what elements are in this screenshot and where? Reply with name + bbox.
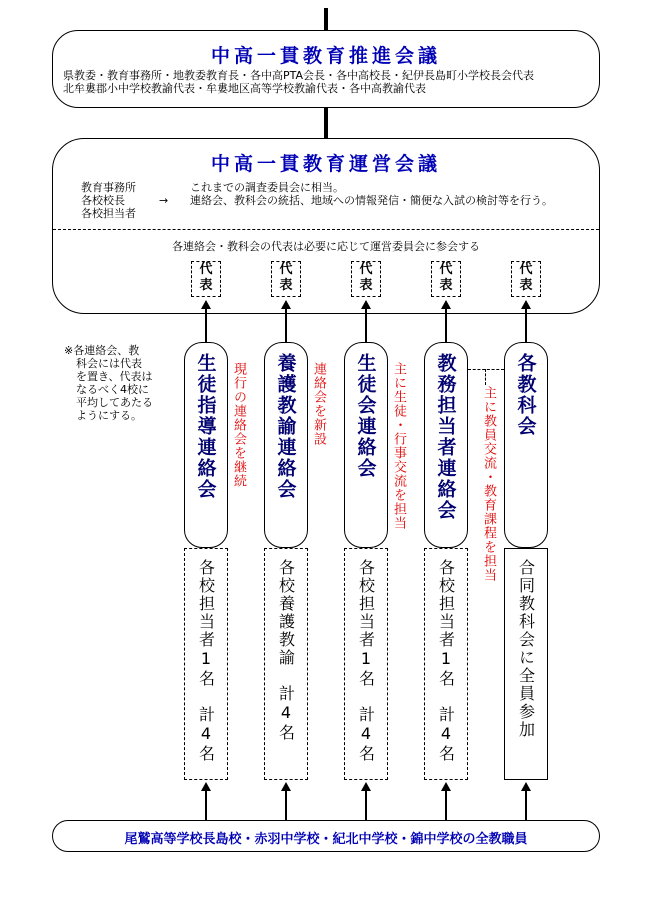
bottom-arrow-head-3 [361, 782, 371, 791]
promotion-members-line1: 県教委・教育事務所・地教委教育長・各中高PTA会長・各中高校長・紀伊長島町小学校長会代表 [63, 69, 535, 82]
all-staff-box [52, 820, 600, 852]
members-academic-affairs: 各校担当者1名 計4名 [424, 548, 468, 780]
promotion-members-line2: 北牟婁郡小中学校教諭代表・牟婁地区高等学校教諭代表・各中高教諭代表 [63, 82, 426, 95]
side-note: ※各連絡会、教 科会には代表 を置き、代表は なるべく4校に 平均してあたる ようにする。 [64, 344, 153, 422]
rep-arrow-line-2 [285, 306, 287, 342]
bottom-arrow-head-1 [201, 782, 211, 791]
rep-arrow-head-3 [361, 300, 371, 309]
rep-arrow-line-5 [525, 306, 527, 342]
management-member-2: 各校校長 [81, 194, 125, 207]
rep-arrow-head-2 [281, 300, 291, 309]
management-note: 各連絡会・教科会の代表は必要に応じて運営委員会に参会する [172, 240, 480, 253]
rep-arrow-head-1 [201, 300, 211, 309]
bottom-arrow-line-4 [445, 790, 447, 820]
council-student-guidance-label: 生徒指導連絡会 [194, 353, 217, 500]
council-academic-affairs [424, 342, 468, 548]
management-desc-2: 連絡会、教科会の統括、地域への情報発信・簡便な入試の検討等を行う。 [190, 194, 553, 207]
council-student-council-label: 生徒会連絡会 [354, 353, 377, 479]
top-connector-line [324, 8, 328, 32]
middle-connector-line [324, 108, 328, 138]
promotion-council-box [52, 30, 600, 108]
management-divider [53, 229, 599, 230]
council-note-student-council: 主に生徒・行事交流を担当 [391, 362, 406, 530]
rep-arrow-line-1 [205, 306, 207, 342]
council-student-guidance [184, 342, 228, 548]
rep-box-student-council: 代 表 [351, 261, 381, 297]
bottom-arrow-head-2 [281, 782, 291, 791]
council-student-council [344, 342, 388, 548]
rep-box-subject: 代 表 [511, 261, 541, 297]
members-yogo: 各校養護教諭 計4名 [264, 548, 308, 780]
academic-subject-dashed-drop [485, 369, 486, 385]
management-council-title: 中高一貫教育運営会議 [210, 153, 441, 175]
bottom-arrow-head-5 [521, 782, 531, 791]
rep-arrow-head-5 [521, 300, 531, 309]
all-staff-text: 尾鷲高等学校長島校・赤羽中学校・紀北中学校・錦中学校の全教職員 [124, 832, 528, 847]
council-note-academic-affairs: 主に教員交流・教育課程を担当 [481, 386, 496, 582]
bottom-arrow-line-5 [525, 790, 527, 820]
council-subjects-label: 各教科会 [514, 353, 537, 437]
bottom-arrow-line-1 [205, 790, 207, 820]
rep-arrow-head-4 [441, 300, 451, 309]
members-subjects: 合同教科会に全員参加 [504, 548, 548, 780]
council-yogo-teachers-label: 養護教諭連絡会 [274, 353, 297, 500]
promotion-council-title: 中高一貫教育推進会議 [210, 45, 441, 67]
academic-subject-dashed-link [468, 369, 504, 370]
council-note-yogo: 連絡会を新設 [311, 362, 326, 446]
management-arrow: → [159, 194, 169, 207]
management-desc-1: これまでの調査委員会に相当。 [190, 181, 344, 194]
council-academic-affairs-label: 教務担当者連絡会 [434, 353, 457, 521]
council-yogo-teachers [264, 342, 308, 548]
rep-arrow-line-4 [445, 306, 447, 342]
management-member-1: 教育事務所 [81, 181, 136, 194]
members-student-council: 各校担当者1名 計4名 [344, 548, 388, 780]
council-subjects [504, 342, 548, 548]
council-note-student-guidance: 現行の連絡会を継続 [231, 362, 246, 488]
bottom-arrow-line-3 [365, 790, 367, 820]
rep-box-student-guidance: 代 表 [191, 261, 221, 297]
bottom-arrow-head-4 [441, 782, 451, 791]
rep-box-yogo: 代 表 [271, 261, 301, 297]
members-student-guidance: 各校担当者1名 計4名 [184, 548, 228, 780]
management-member-3: 各校担当者 [81, 207, 136, 220]
rep-box-academic-affairs: 代 表 [431, 261, 461, 297]
rep-arrow-line-3 [365, 306, 367, 342]
bottom-arrow-line-2 [285, 790, 287, 820]
